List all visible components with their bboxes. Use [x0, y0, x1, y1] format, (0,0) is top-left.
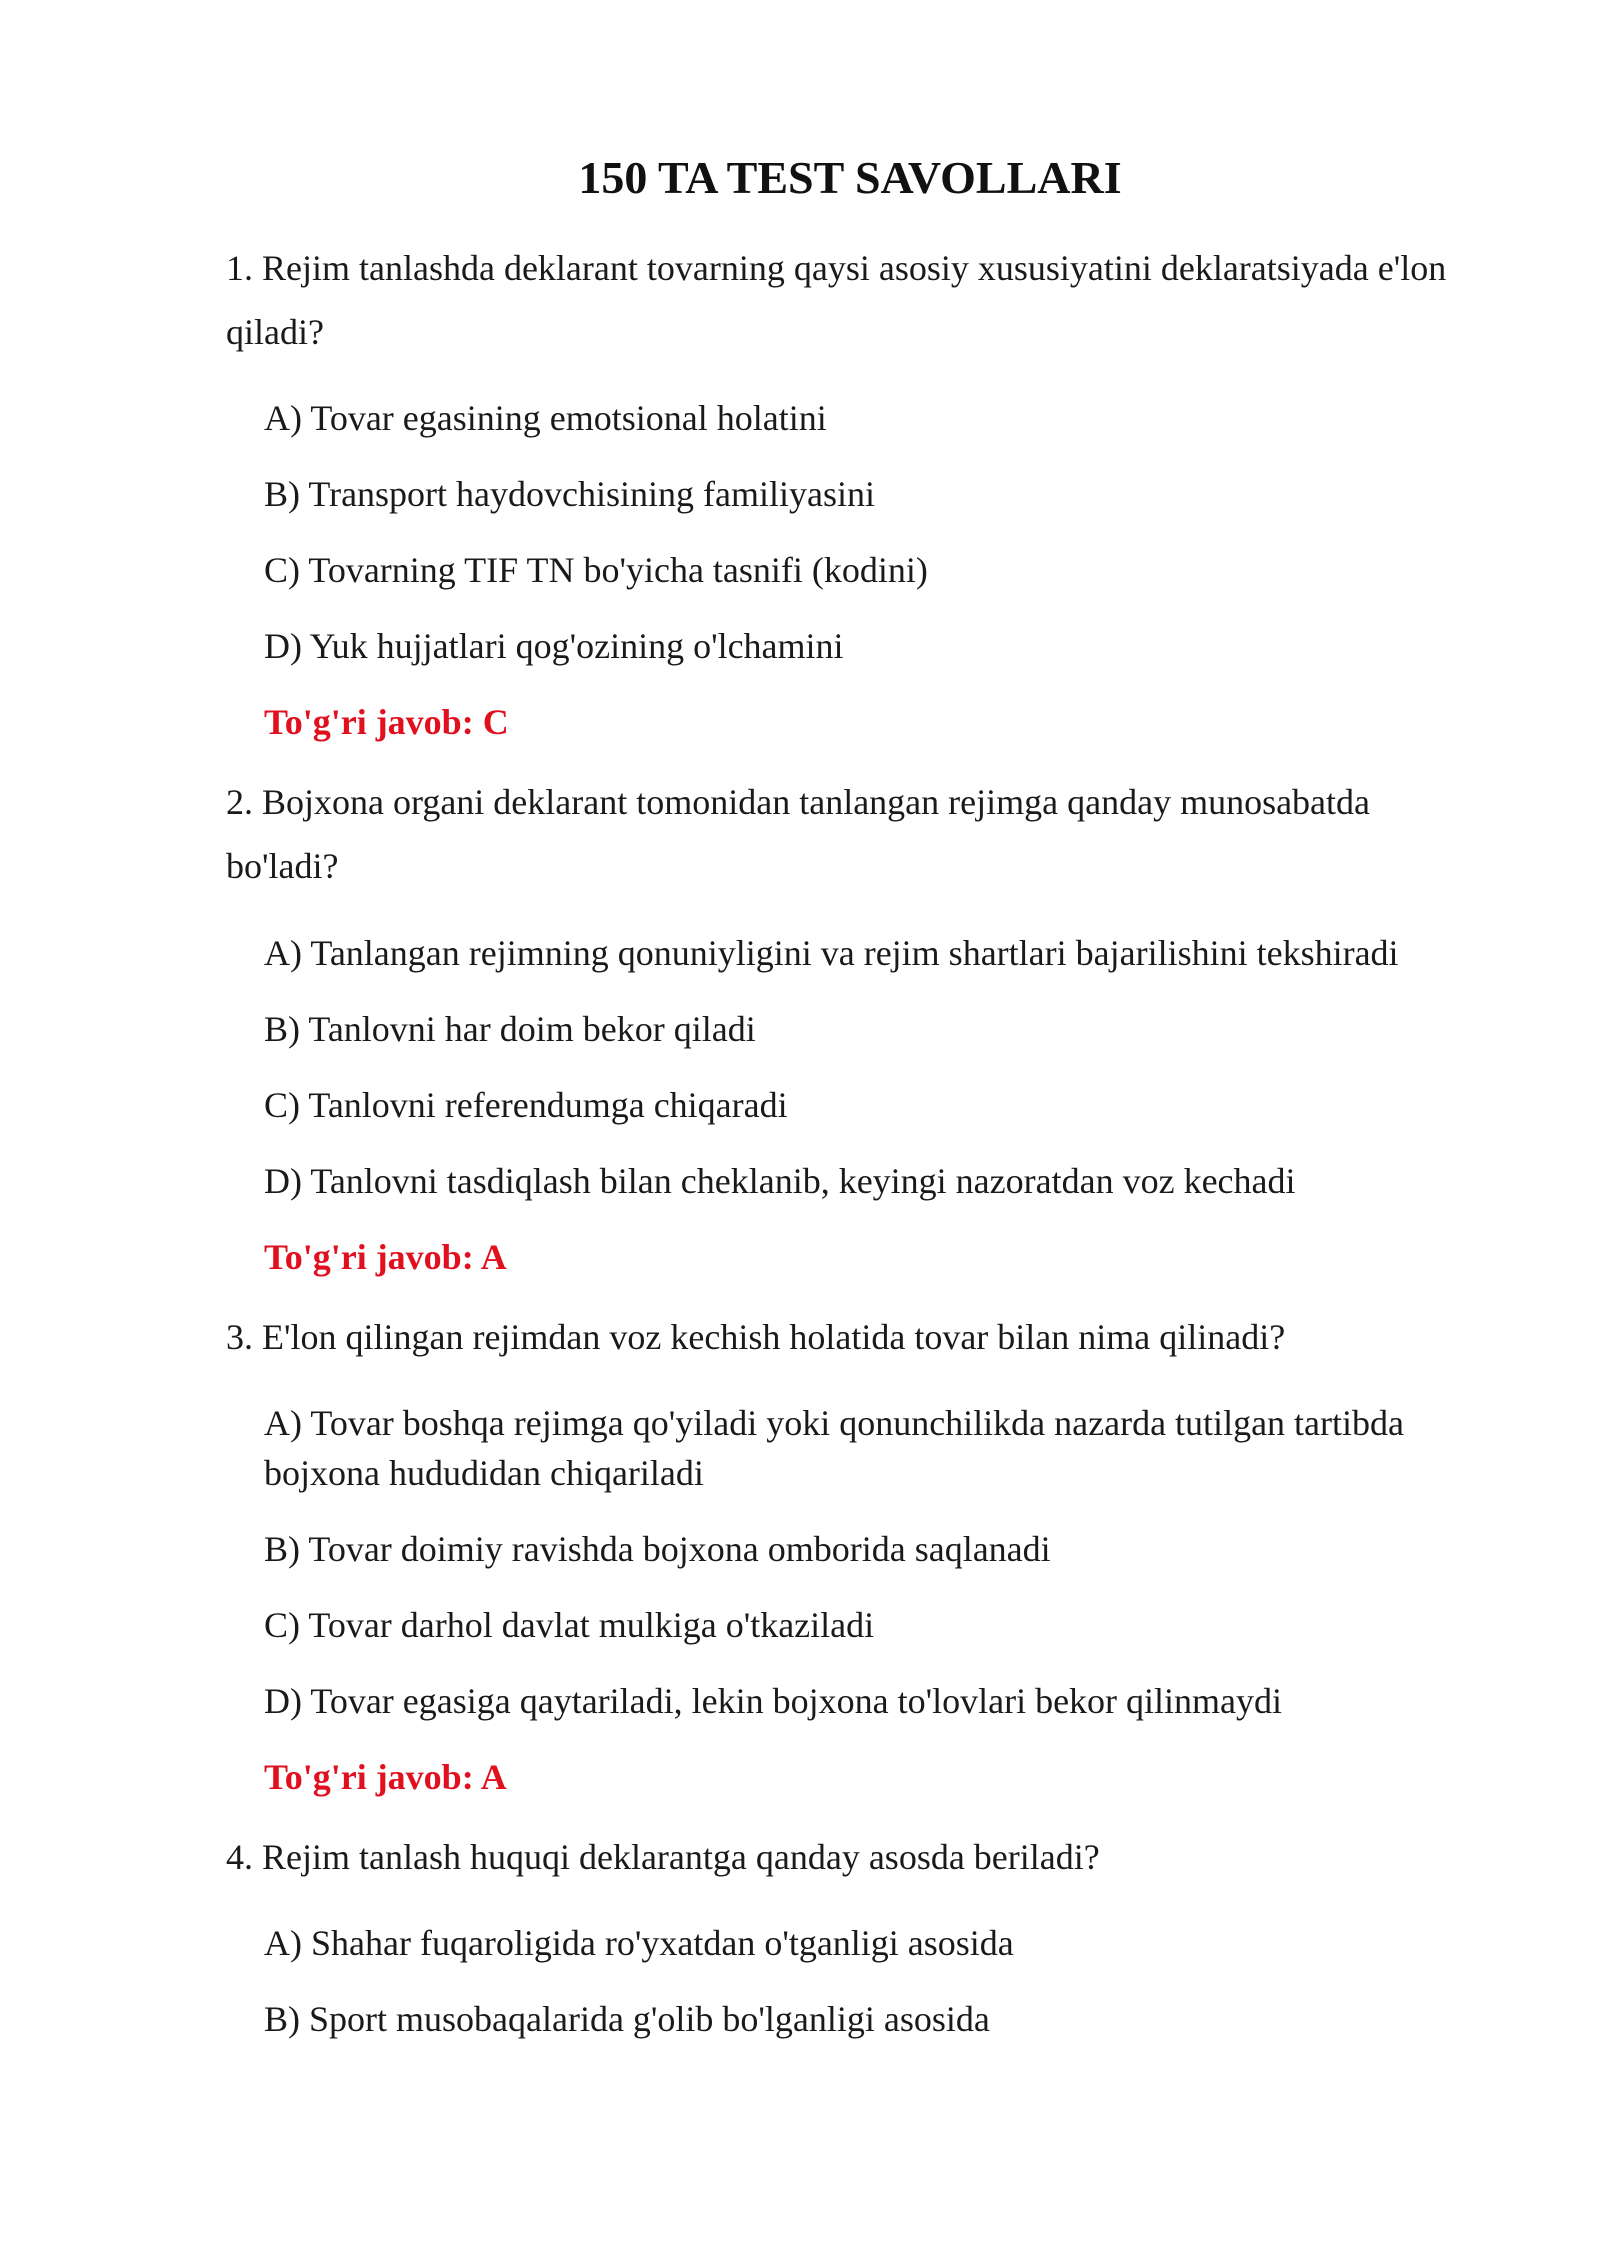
option-d: D) Tovar egasiga qaytariladi, lekin bojxona to'lovlari bekor qilinmaydi: [264, 1681, 1283, 1721]
option-a: A) Shahar fuqaroligida ro'yxatdan o'tganligi asosida: [264, 1923, 1014, 1963]
option-c: C) Tanlovni referendumga chiqaradi: [264, 1085, 788, 1125]
option-d: D) Yuk hujjatlari qog'ozining o'lchamini: [264, 626, 844, 666]
option-b: B) Sport musobaqalarida g'olib bo'lganligi asosida: [264, 1999, 990, 2039]
question-text: 1. Rejim tanlashda deklarant tovarning qaysi asosiy xususiyatini deklaratsiyada e'lon qiladi?: [226, 248, 1447, 352]
option-b: B) Tanlovni har doim bekor qiladi: [264, 1009, 756, 1049]
option-c: C) Tovar darhol davlat mulkiga o'tkaziladi: [264, 1605, 875, 1645]
option-d: D) Tanlovni tasdiqlash bilan cheklanib, keyingi nazoratdan voz kechadi: [264, 1161, 1296, 1201]
option-c: C) Tovarning TIF TN bo'yicha tasnifi (kodini): [264, 550, 928, 590]
correct-answer: To'g'ri javob: A: [264, 1757, 507, 1797]
question-text: 4. Rejim tanlash huquqi deklarantga qanday asosda beriladi?: [226, 1837, 1100, 1877]
option-a: A) Tovar egasining emotsional holatini: [264, 398, 827, 438]
option-b: B) Tovar doimiy ravishda bojxona omborida saqlanadi: [264, 1529, 1051, 1569]
correct-answer: To'g'ri javob: C: [264, 702, 509, 742]
option-a: A) Tanlangan rejimning qonuniyligini va rejim shartlari bajarilishini tekshiradi: [264, 933, 1399, 973]
document-title: 150 TA TEST SAVOLLARI: [578, 152, 1122, 203]
question-text: 2. Bojxona organi deklarant tomonidan tanlangan rejimga qanday munosabatda bo'ladi?: [226, 782, 1371, 886]
question-text: 3. E'lon qilingan rejimdan voz kechish holatida tovar bilan nima qilinadi?: [226, 1317, 1286, 1357]
option-b: B) Transport haydovchisining familiyasini: [264, 474, 875, 514]
correct-answer: To'g'ri javob: A: [264, 1237, 507, 1277]
option-a: A) Tovar boshqa rejimga qo'yiladi yoki qonunchilikda nazarda tutilgan tartibda bojxona hududidan chiqariladi: [264, 1403, 1404, 1493]
